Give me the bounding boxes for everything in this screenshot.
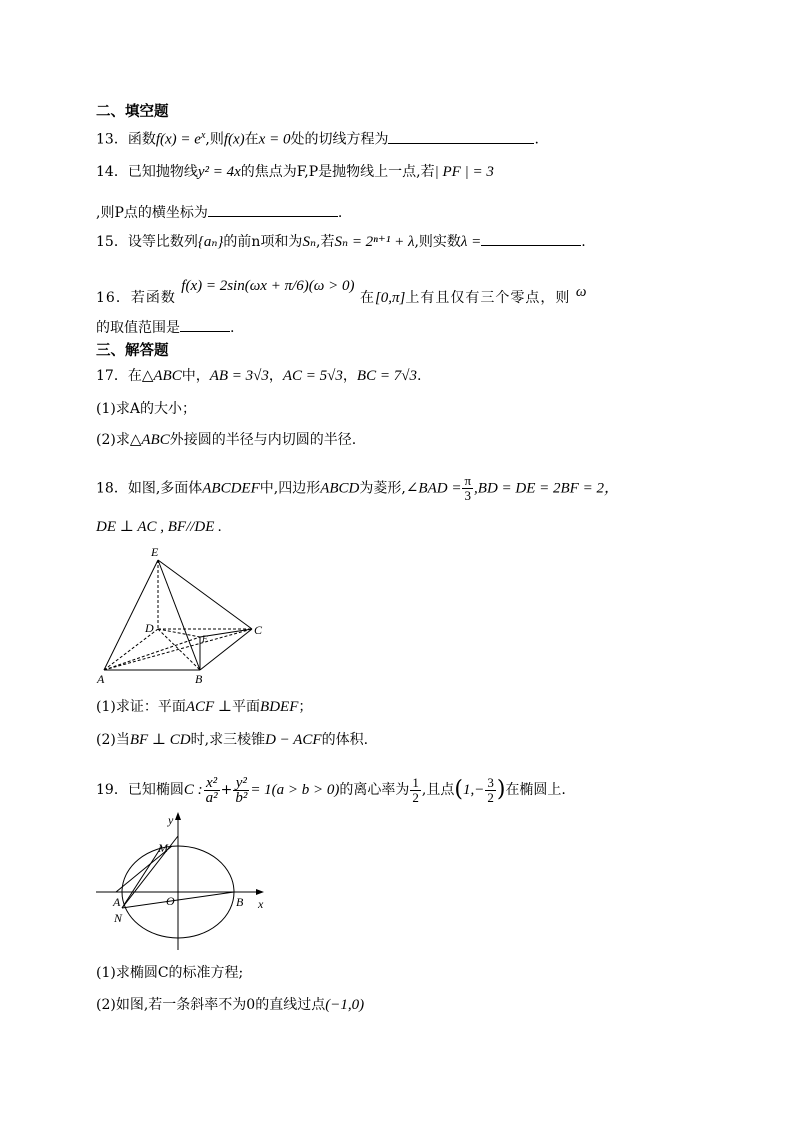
- question-number: 13．: [96, 131, 128, 148]
- point-label-b: B: [236, 895, 244, 909]
- point-label-m: M: [158, 841, 168, 855]
- section-heading-fill-in: 二、填空题: [96, 104, 169, 120]
- question-19-part2: (2)如图,若一条斜率不为0的直线过点(−1,0): [96, 997, 365, 1013]
- vertex-label-d: D: [145, 621, 154, 635]
- answer-blank[interactable]: [481, 231, 581, 246]
- answer-blank[interactable]: [388, 129, 534, 144]
- vertex-label-c: C: [254, 623, 263, 637]
- vertex-label-e: E: [151, 545, 159, 559]
- question-18-line2: DE ⊥ AC , BF//DE .: [96, 519, 222, 535]
- question-17: 17．在△ABC中，AB = 3√3，AC = 5√3，BC = 7√3.: [96, 368, 422, 384]
- vertex-label-b: B: [195, 672, 203, 686]
- question-18-part1: (1)求证：平面ACF ⊥平面BDEF；: [96, 699, 313, 715]
- axis-label-y: y: [168, 813, 174, 827]
- point-label-a: A: [113, 895, 121, 909]
- answer-blank[interactable]: [208, 202, 338, 217]
- section-heading-solve: 三、解答题: [96, 343, 169, 359]
- point-label-o: O: [166, 894, 175, 908]
- fraction-pi-over-3: $\frac{\pi}{3}$: [464, 473, 472, 503]
- question-14: 14．已知抛物线y² = 4x的焦点为F,P是抛物线上一点,若| PF | = 3: [96, 164, 494, 180]
- point-label-n: N: [114, 911, 123, 925]
- question-18-part2: (2)当BF ⊥ CD时,求三棱锥D − ACF的体积.: [96, 732, 369, 748]
- vertex-label-f: F: [202, 634, 208, 644]
- vertex-label-a: A: [97, 672, 105, 686]
- question-16-line2: 的取值范围是 .: [96, 317, 234, 337]
- answer-blank[interactable]: [180, 317, 230, 332]
- question-19-part1: (1)求椭圆C的标准方程;: [96, 965, 244, 981]
- polyhedron-figure: [96, 540, 276, 686]
- question-14-line2: ,则P点的横坐标为 .: [96, 202, 342, 222]
- question-13: 13．函数$f(x) = e^x$,则f(x)在x = 0处的切线方程为 .: [96, 130, 539, 148]
- ellipse-figure: [92, 812, 272, 952]
- question-18: 18．如图,多面体ABCDEF中,四边形ABCD为菱形,∠BAD = $\frac{\pi}{3}$ ,BD = DE = 2BF = 2，: [96, 473, 619, 503]
- question-17-part1: (1)求A的大小；: [96, 401, 196, 417]
- question-17-part2: (2)求△ABC外接圆的半径与内切圆的半径.: [96, 432, 357, 448]
- question-19: 19．已知椭圆C : $\frac{\text{x²}}{\text{a²}}$ + $\frac{\text{y²}}{\text{b²}}$ = 1(a > b > 0)的离心率为 $\frac{1}{2}$ ,且点(1,− $\frac{3}{2}$ )在椭圆上.: [96, 774, 566, 806]
- axis-label-x: x: [258, 897, 264, 911]
- question-15: 15．设等比数列{aₙ}的前n项和为Sₙ,若Sₙ = 2ⁿ⁺¹ + λ,则实数λ = .: [96, 231, 586, 251]
- question-16: 16．若函数 f(x) = 2sin(ωx + π/6)(ω > 0) 在[0,π]上有且仅有三个零点，则 ω: [96, 278, 588, 306]
